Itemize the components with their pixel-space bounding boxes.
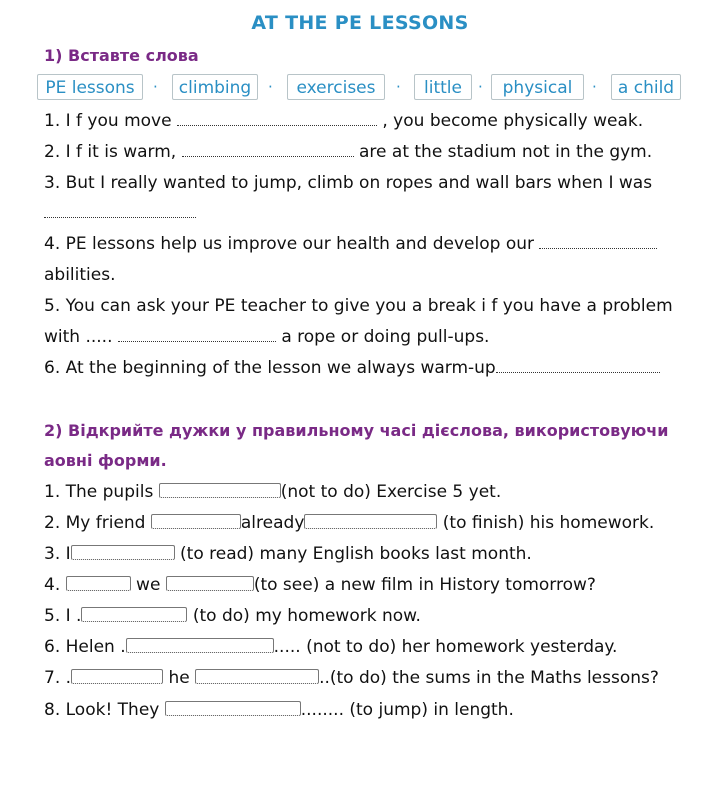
- item-2: [44, 512, 654, 534]
- word-bank: [0, 74, 720, 104]
- sentence-text: 2. I f it is warm,: [44, 142, 177, 162]
- item-text: we: [136, 575, 161, 595]
- answer-box[interactable]: [71, 545, 175, 560]
- blank-3[interactable]: [44, 203, 196, 218]
- sentence-text: 4. PE lessons help us improve our health and develop our: [44, 234, 534, 254]
- item-text: ........ (to jump) in length.: [300, 700, 514, 720]
- sentence-3: [44, 172, 652, 194]
- separator-dot: ·: [592, 78, 597, 96]
- word-chip[interactable]: little: [414, 74, 472, 100]
- answer-box[interactable]: [304, 514, 437, 529]
- sentence-4-cont: [44, 264, 116, 286]
- answer-box[interactable]: [165, 701, 301, 716]
- sentence-text: are at the stadium not in the gym.: [359, 142, 653, 162]
- item-text: (to finish) his homework.: [442, 513, 655, 533]
- answer-box[interactable]: [166, 576, 254, 591]
- word-chip[interactable]: climbing: [172, 74, 258, 100]
- answer-box[interactable]: [195, 669, 319, 684]
- section1-heading: 1) Вставте слова: [44, 46, 199, 65]
- blank-2[interactable]: [182, 142, 354, 157]
- sentence-5-cont: [44, 326, 489, 348]
- sentence-text: 1. I f you move: [44, 111, 172, 131]
- sentence-text: 6. At the beginning of the lesson we always warm-up: [44, 358, 496, 378]
- page-title: AT THE PE LESSONS: [251, 12, 469, 34]
- item-text: ..... (not to do) her homework yesterday.: [273, 637, 618, 657]
- sentence-5: [44, 295, 673, 317]
- answer-box[interactable]: [66, 576, 131, 591]
- separator-dot: ·: [268, 78, 273, 96]
- separator-dot: ·: [478, 78, 483, 96]
- item-3: [44, 543, 532, 565]
- item-1: [44, 481, 501, 503]
- item-5: [44, 605, 421, 627]
- separator-dot: ·: [396, 78, 401, 96]
- item-text: 2. My friend: [44, 513, 146, 533]
- item-text: he: [168, 668, 190, 688]
- answer-box[interactable]: [151, 514, 241, 529]
- item-text: 5. I .: [44, 606, 82, 626]
- item-text: 7. .: [44, 668, 72, 688]
- sentence-text: a rope or doing pull-ups.: [281, 327, 490, 347]
- answer-box[interactable]: [81, 607, 187, 622]
- item-text: already: [240, 513, 305, 533]
- sentence-1: [44, 110, 643, 132]
- word-chip[interactable]: a child: [611, 74, 681, 100]
- sentence-6: [44, 357, 660, 379]
- blank-6[interactable]: [496, 358, 660, 373]
- sentence-text: with .....: [44, 327, 113, 347]
- item-text: 8. Look! They: [44, 700, 160, 720]
- word-chip[interactable]: exercises: [287, 74, 385, 100]
- item-text: (to see) a new film in History tomorrow?: [253, 575, 596, 595]
- item-text: (to read) many English books last month.: [180, 544, 532, 564]
- item-4: [44, 574, 596, 596]
- sentence-2: [44, 141, 652, 163]
- section2-heading: 2) Відкрийте дужки у правильному часі дієслова, використовуючи аовні форми.: [44, 421, 669, 470]
- item-6: [44, 636, 617, 658]
- blank-5[interactable]: [118, 327, 276, 342]
- item-text: (to do) my homework now.: [192, 606, 421, 626]
- item-text: 1. The pupils: [44, 482, 154, 502]
- item-8: [44, 699, 514, 721]
- item-text: 6. Helen .: [44, 637, 126, 657]
- blank-1[interactable]: [177, 111, 377, 126]
- item-text: ..(to do) the sums in the Maths lessons?: [319, 668, 659, 688]
- word-chip[interactable]: PE lessons: [37, 74, 143, 100]
- blank-4[interactable]: [539, 234, 657, 249]
- sentence-text: , you become physically weak.: [382, 111, 644, 131]
- item-7: [44, 667, 659, 689]
- separator-dot: ·: [153, 78, 158, 96]
- item-text: 4.: [44, 575, 61, 595]
- answer-box[interactable]: [71, 669, 163, 684]
- sentence-3-blank-line: [44, 202, 196, 224]
- sentence-4: [44, 233, 657, 255]
- item-text: 3. I: [44, 544, 71, 564]
- answer-box[interactable]: [126, 638, 274, 653]
- answer-box[interactable]: [159, 483, 281, 498]
- sentence-text: 5. You can ask your PE teacher to give you a break i f you have a problem: [44, 296, 673, 316]
- sentence-text: 3. But I really wanted to jump, climb on ropes and wall bars when I was: [44, 173, 653, 193]
- word-chip[interactable]: physical: [491, 74, 584, 100]
- sentence-text: abilities.: [44, 265, 116, 285]
- item-text: (not to do) Exercise 5 yet.: [280, 482, 502, 502]
